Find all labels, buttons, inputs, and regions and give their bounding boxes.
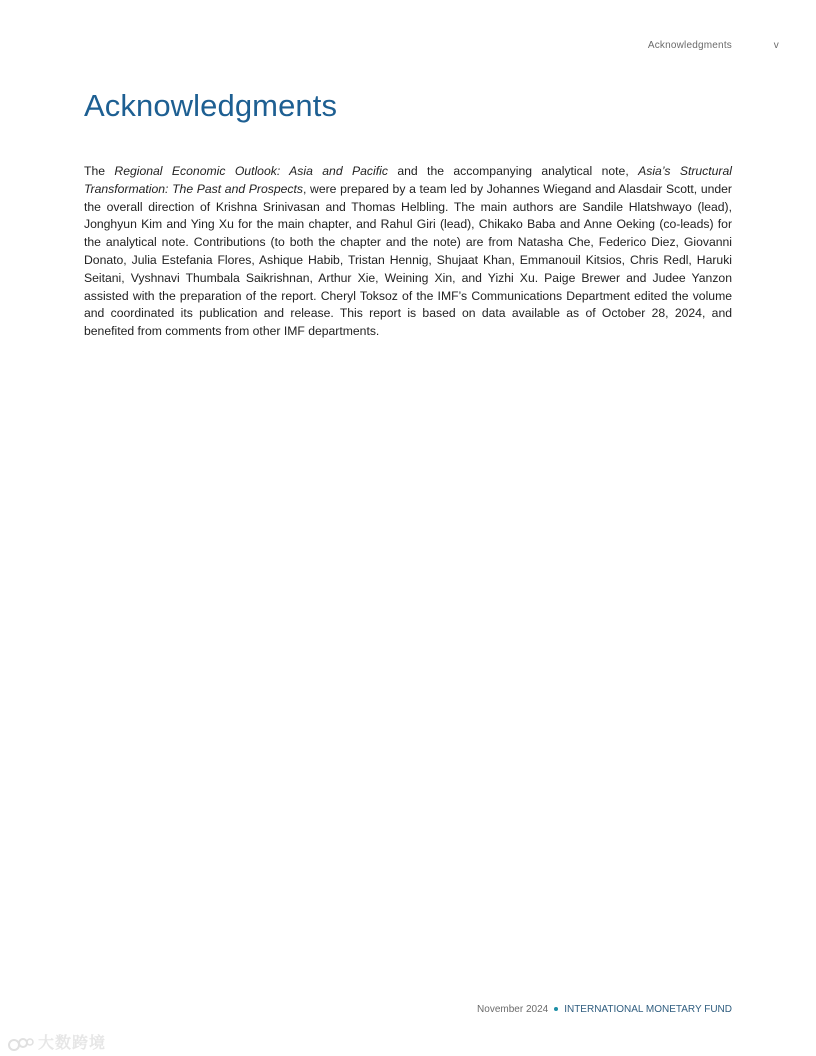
footer-organization: INTERNATIONAL MONETARY FUND bbox=[564, 1004, 732, 1015]
acknowledgments-paragraph bbox=[84, 163, 732, 341]
running-header bbox=[0, 40, 816, 54]
page-number: v bbox=[773, 40, 779, 51]
body-text-segment: The bbox=[84, 164, 115, 178]
watermark bbox=[8, 1030, 106, 1053]
watermark-logo-icon bbox=[8, 1036, 34, 1052]
body-text-segment: and the accompanying analytical note, bbox=[387, 164, 639, 178]
body-text-segment: , were prepared by a team led by Johannes Wiegand and Alasdair Scott, under the overall direction of Krishna Srinivasan and Thomas Helbling. The main authors are Sandile Hlatshwayo (lead), Jonghyun Kim and Ying Xu for the main chapter, and Rahul Giri (lead), Chikako Baba and Anne Oeking (co-leads) for the analytical note. Contributions (to both the chapter and the note) are from Natasha Che, Federico Diez, Giovanni Donato, Julia Estefania Flores, Ashique Habib, Tristan Hennig, Shujaat Khan, Emmanouil Kitsios, Chris Redl, Haruki Seitani, Vyshnavi Thumbala Saikrishnan, Arthur Xie, Weining Xin, and Yizhi Xu. Paige Brewer and Judee Yanzon assisted with the preparation of the report. Cheryl Toksoz of the IMF’s Communications Department edited the volume and coordinated its publication and release. This report is based on data available as of October 28, 2024, and benefited from comments from other IMF departments. bbox=[84, 181, 732, 339]
analytical-note-title-italic: Asia’s Structural Transformation: The Past and Prospects bbox=[84, 164, 732, 196]
footer-date: November 2024 bbox=[477, 1004, 549, 1015]
running-header-section-title: Acknowledgments bbox=[647, 40, 732, 51]
page-title: Acknowledgments bbox=[84, 88, 338, 123]
footer-bullet-dot bbox=[554, 1007, 558, 1011]
report-title-italic: Regional Economic Outlook: Asia and Pacific bbox=[114, 164, 388, 178]
watermark-text: 大数跨境 bbox=[38, 1035, 107, 1052]
page-footer bbox=[477, 1004, 732, 1015]
